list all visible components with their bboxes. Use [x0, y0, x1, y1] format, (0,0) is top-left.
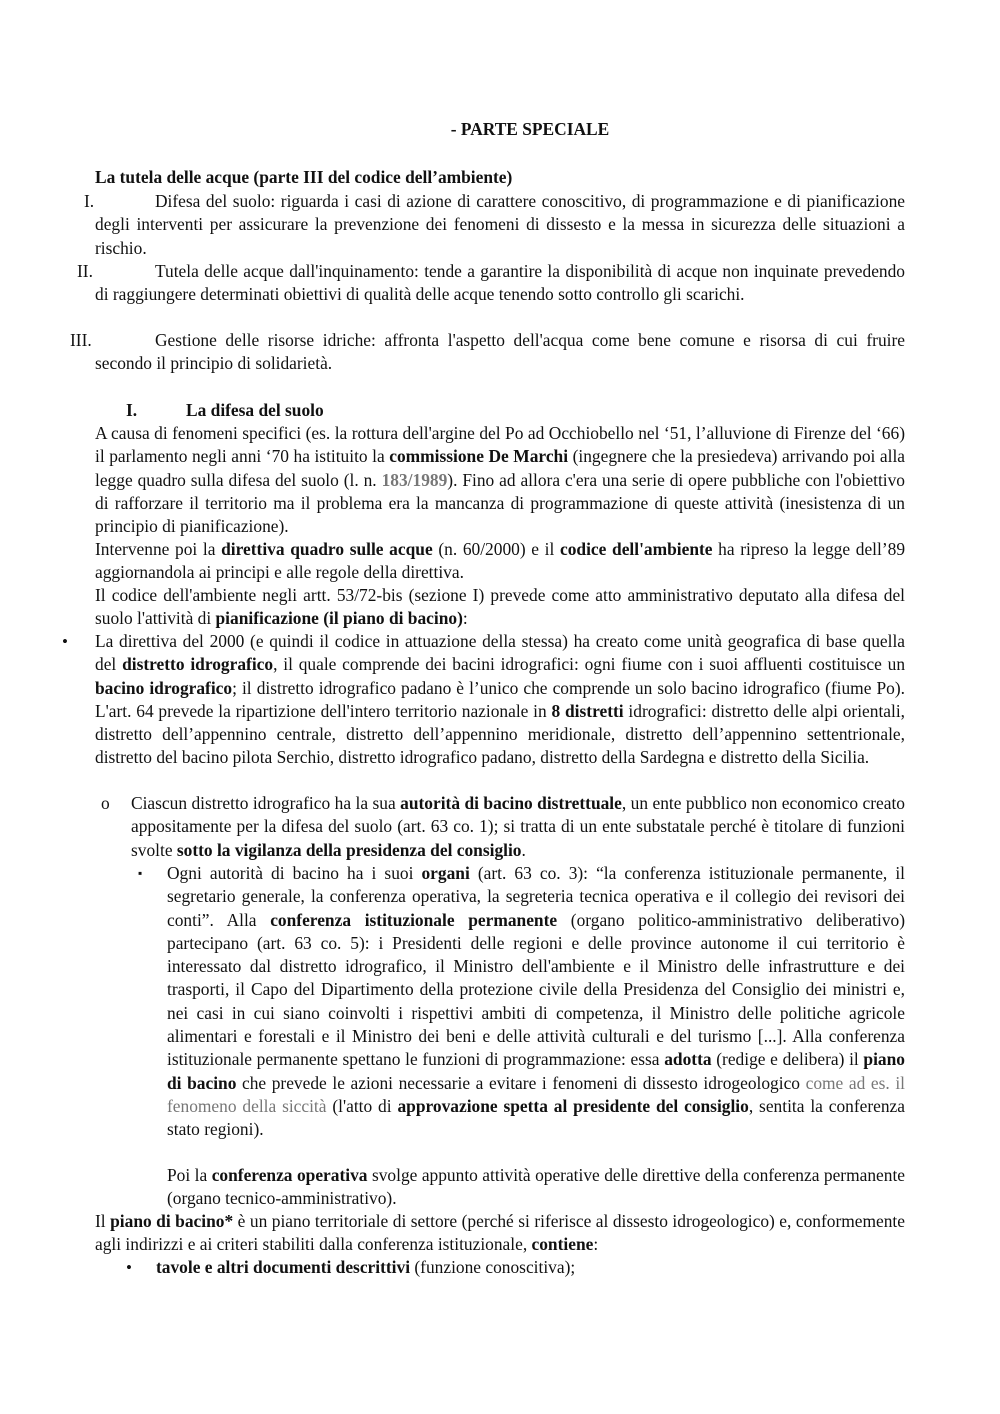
subsub-bullet-organs [167, 862, 905, 1142]
text: : [593, 1234, 599, 1255]
bullet-hydro-district [95, 630, 905, 770]
list-number: II. [77, 261, 93, 281]
bold-term: adotta [664, 1049, 712, 1070]
list-number: III. [70, 330, 92, 350]
bold-term: pianificazione (il piano di bacino) [215, 608, 463, 629]
paragraph-basin-plan [95, 1210, 905, 1257]
bullet-icon: • [126, 1258, 132, 1277]
bold-term: bacino idrografico [95, 677, 233, 698]
text: , sentita la conferenza stato regioni). [167, 1095, 905, 1140]
bullet-icon: • [62, 632, 68, 651]
text: (l'atto di [326, 1095, 398, 1116]
law-reference: 183/1989 [381, 469, 448, 490]
text: Ciascun distretto idrografico ha la sua [131, 793, 401, 813]
text: (ingegnere che la presiedeva) arrivando poi alla legge quadro sulla difesa del suolo (l. n. [95, 446, 905, 490]
section-title: La difesa del suolo [186, 400, 324, 420]
section-number: I. [126, 400, 138, 420]
bold-term: piano di bacino* [110, 1211, 234, 1231]
text: (n. 60/2000) e il [432, 539, 561, 559]
text: (organo politico-amministrativo deliberativo) partecipano (art. 63 co. 5): i Presidenti delle regioni e delle province autonome il cui territorio è interessato dal distretto idrografico, il Ministro dell'ambiente e il Ministro delle infrastrutture e dei trasporti, il Capo del Dipartimento della protezione civile della Presidenza del Consiglio dei ministri e, nei casi in cui siano coinvolti i rispettivi ambiti di competenza, il Ministro delle politiche agricole alimentari e forestali e il Ministro dei beni e delle attività culturali e del turismo [...]. Alla conferenza istituzionale permanente spettano le funzioni di programmazione: essa [167, 909, 906, 1070]
text: è un piano territoriale di settore (perché si riferisce al dissesto idrogeologico) e, conformemente agli indirizzi e ai criteri stabiliti dalla conferenza istituzionale, [95, 1211, 905, 1255]
sub-bullet-authority [131, 792, 905, 862]
text: Il [95, 1211, 111, 1231]
text: idrografici: distretto delle alpi orientali, distretto dell’appennino centrale, distretto dell’appennino meridionale, distretto dell’appennino settentrionale, distretto del bacino pilota Serchio, distretto idrografico padano, distretto della Sardegna e distretto della Sicilia. [95, 700, 906, 768]
square-bullet-icon: ▪ [138, 866, 143, 880]
bold-term: commissione De Marchi [389, 446, 569, 467]
bullet-tables [156, 1256, 905, 1279]
sub-bullet-marker: o [101, 793, 110, 813]
bold-term: conferenza operativa [211, 1165, 368, 1185]
text: (redige e delibera) il [711, 1049, 864, 1070]
text: (art. 63 co. 3): “la conferenza istituzionale permanente, il segretario generale, la conferenza operativa, la segreteria tecnica operativa e il collegio dei revisori dei conti”. Alla [167, 863, 905, 930]
bold-term: contiene [531, 1234, 594, 1255]
bold-term: sotto la vigilanza della presidenza del consiglio [176, 839, 522, 860]
page-title: - PARTE SPECIALE [450, 119, 610, 139]
list-item-soil-defense: Difesa del suolo: riguarda i casi di azione di carattere conoscitivo, di programmazione e di pianificazione degli interventi per assicurare la prevenzione dei fenomeni di dissesto e la messa in sicurezza delle situazioni a rischio. [95, 191, 905, 258]
paragraph-directive [95, 538, 905, 585]
bold-term: autorità di bacino distrettuale [400, 793, 622, 813]
paragraph-code [95, 584, 905, 631]
bold-term: approvazione spetta al presidente del consiglio [397, 1095, 749, 1116]
text: La direttiva del 2000 (e quindi il codice in attuazione della stessa) ha creato come unità geografica di base quella del [95, 631, 905, 675]
text: (funzione conoscitiva); [410, 1257, 576, 1277]
bold-term: conferenza istituzionale permanente [270, 909, 558, 930]
bold-term: organi [421, 863, 470, 883]
text: , il quale comprende dei bacini idrografici: ogni fiume con i suoi affluenti costituisce un [273, 654, 906, 675]
text: A causa di fenomeni specifici (es. la rottura dell'argine del Po ad Occhiobello nel ‘51, l’alluvione di Firenze del ‘66) il parlamento negli anni ‘70 ha istituito la [95, 423, 905, 467]
intro-heading: La tutela delle acque (parte III del codice dell’ambiente) [95, 167, 513, 187]
text: Intervenne poi la [95, 539, 222, 559]
text: Ogni autorità di bacino ha i suoi [167, 863, 422, 883]
text: ; il distretto idrografico padano è l’unico che comprende un solo bacino idrografico (fiume Po). L'art. 64 prevede la ripartizione dell'intero territorio nazionale in [95, 677, 905, 721]
bold-term: distretto idrografico [122, 654, 274, 675]
gray-note: come ad es. il fenomeno della siccità [167, 1072, 905, 1116]
list-item-water-resources: Gestione delle risorse idriche: affronta l'aspetto dell'acqua come bene comune e risorsa di cui fruire secondo il principio di solidarietà. [95, 330, 905, 374]
text: Poi la [167, 1165, 212, 1185]
paragraph-history [95, 422, 905, 538]
subsub-paragraph-operative [167, 1164, 905, 1211]
text: , un ente pubblico non economico creato appositamente per la difesa del suolo (art. 63 co. 1); si tratta di un ente substatale perché è titolare di funzioni svolte [131, 793, 905, 860]
text: che prevede le azioni necessarie a evitare i fenomeni di dissesto idrogeologico [236, 1072, 806, 1093]
text: Il codice dell'ambiente negli artt. 53/72-bis (sezione I) prevede come atto amministrativo deputato alla difesa del suolo l'attività di [95, 585, 905, 629]
text: ). Fino ad allora c'era una serie di opere pubbliche con l'obiettivo di rafforzare il territorio ma il problema era la mancanza di programmazione di queste attività (inesistenza di un principio di pianificazione). [95, 469, 905, 537]
bold-term: 8 distretti [551, 700, 624, 721]
list-item-water-protection: Tutela delle acque dall'inquinamento: tende a garantire la disponibilità di acque non inquinate prevedendo di raggiungere determinati obiettivi di qualità delle acque tenendo sotto controllo gli scarichi. [95, 261, 905, 305]
list-number: I. [84, 191, 95, 211]
bold-term: piano di bacino [167, 1049, 905, 1093]
text: svolge appunto attività operative delle direttive della conferenza permanente (organo tecnico-amministrativo). [167, 1165, 905, 1209]
bold-term: codice dell'ambiente [560, 539, 713, 559]
text: ha ripreso la legge dell’89 aggiornandola ai principi e alle regole della direttiva. [95, 539, 906, 583]
text: : [462, 608, 468, 629]
bold-term: direttiva quadro sulle acque [221, 539, 433, 559]
bold-term: tavole e altri documenti descrittivi [156, 1257, 411, 1277]
text: . [521, 839, 526, 860]
